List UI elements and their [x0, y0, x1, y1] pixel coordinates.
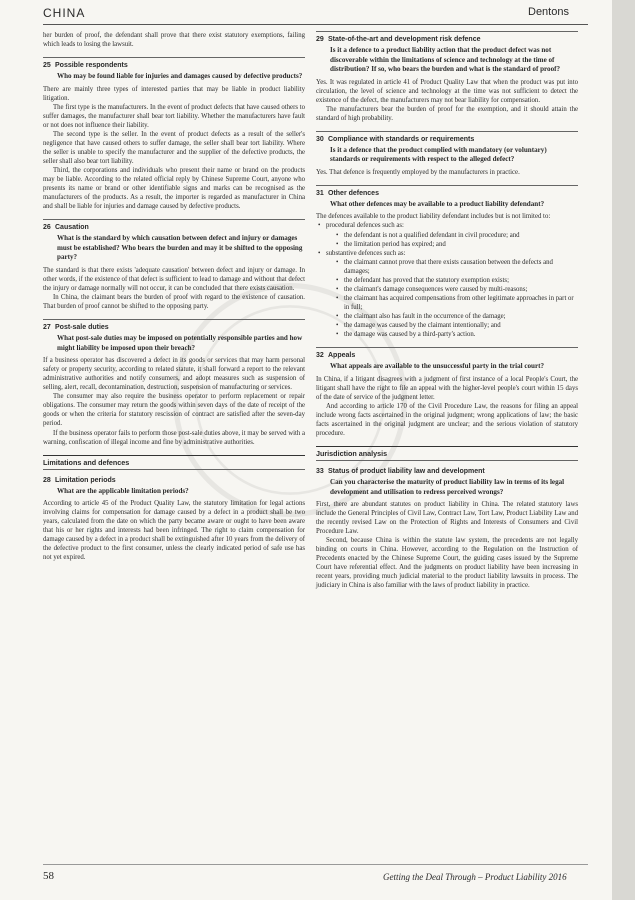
q26-question: What is the standard by which causation between defect and injury or damages must be established? Who bears the burden and may it be shifted to the opposing party? [57, 234, 303, 262]
q25-para: The second type is the seller. In the event of product defects as a result of the seller's negligence that have caused others to suffer damage, the seller shall bear tort liability. Where the seller is unable to specify the manufacturer and the supplier of the defective products, the seller shall also bear tort liability. [43, 130, 305, 166]
q25-para: The first type is the manufacturers. In the event of product defects that have caused others to suffer damages, the manufacturer shall bear tort liability. Whether the manufacturers have fault or not does not influence their liability. [43, 103, 305, 129]
page-edge [612, 0, 635, 900]
header-rule [43, 24, 588, 25]
q27-para: The consumer may also require the business operator to perform replacement or repair obligations. The consumer may return the goods within seven days of the date of receipt of the goods or when the criteria for statutory rescission of contract are satisfied after the seven-day period. [43, 393, 305, 428]
right-column [316, 31, 578, 591]
q31-intro: The defences available to the product liability defendant includes but is not limited to: [316, 213, 551, 221]
q32-para: And according to article 170 of the Civil Procedure Law, the reasons for filing an appeal include wrong facts ascertained in the original judgment; wrong applications of law; the basic facts ascertained in the original judgment are unclear; and the serious violation of statutory procedure. [316, 402, 578, 437]
q29-para: Yes. It was regulated in article 41 of Product Quality Law that when the product was put into circulation, the level of science and technology at the time was not sufficient to detect the existence of the defect, the manufacturers may not bear liability for compensation. [316, 78, 578, 104]
q32-question: What appeals are available to the unsuccessful party in the trial court? [330, 362, 545, 371]
left-column [43, 31, 305, 563]
q33-para: Second, because China is within the statute law system, the precedents are not legally binding on courts in China. However, according to the Regulation on the Instruction of Precedents enacted by the Chinese Supreme Court, the guiding cases issued by the Supreme Court have referential effect. And the judgments on product liability have been increasing in recent years, providing much judicial material to the product liability lawsuits in process. The judiciary in China is also familiar with the laws of product liability in practice. [316, 537, 578, 590]
q25-para: There are mainly three types of interested parties that may be liable in product liability litigation. [43, 85, 305, 102]
q30-heading: 30 Compliance with standards or requirements [316, 131, 578, 144]
list-item: • substantive defences such as: • the claimant cannot prove that there exists causation between the defects and damages; • the defendant has proved that the statutory exemption exists; • the claimant's damage consequences were caused by multi-reasons; • the claimant has acquired compensations from other legitimate approaches in part or in full; • the claimant also has fault in the occurrence of the damage; • the damage was caused by the claimant intentionally; and • the damage was caused by a third-party's action. [326, 249, 578, 339]
q33-heading: 33 Status of product liability law and development [316, 468, 485, 475]
q27-heading: 27 Post-sale duties [43, 319, 305, 332]
q27-para: If the business operator fails to perform those post-sale duties above, it may be served with a warning, confiscation of illegal income and fine by administrative authorities. [43, 429, 305, 446]
q25-heading: 25 Possible respondents [43, 57, 305, 70]
q31-heading: 31 Other defences [316, 185, 578, 198]
page-number: 58 [43, 870, 54, 882]
q32-heading: 32 Appeals [316, 347, 578, 360]
q27-para: If a business operator has discovered a defect in its goods or services that may harm personal safety or property security, according to related statute, it shall forward a report to the relevant administrative authorities and notify consumers, and adopt measures such as suspension of selling, alert, recall, decontamination, destruction, suspension of manufacturing or services. [43, 357, 305, 392]
q25-para: Third, the corporations and individuals who present their name or brand on the products may be liable. According to the related official reply by Chinese Supreme Court, anyone who presents its name or brand or other identifiable signs and marks can be recognised as the manufacturers of the products. As a result, the importer is regarded as manufacturer in China and shall be liable for injuries and damage caused by defective products. [43, 167, 305, 211]
list-item: • the claimant's damage consequences were caused by multi-reasons; [344, 285, 578, 294]
q28-heading: 28 Limitation periods [43, 476, 116, 484]
q26-para: The standard is that there exists 'adequate causation' between defect and injury or damage. In other words, if the existence of that defect is sufficient to lead to damage and without that defect the injury or damage normally will not occur, it can be concluded that there exists causation. [43, 266, 305, 292]
q29-para: The manufacturers bear the burden of proof for the exemption, and it should attain the standard of high probability. [316, 105, 578, 122]
q31-question: What other defences may be available to a product liability defendant? [330, 199, 545, 208]
list-item: • procedural defences such as: • the defendant is not a qualified defendant in civil procedure; and • the limitation period has expired; and [326, 221, 578, 248]
list-item: • the claimant cannot prove that there exists causation between the defects and damages; [344, 258, 578, 276]
q27-question: What post-sale duties may be imposed on potentially responsible parties and how might liability be imposed upon their breach? [57, 334, 303, 352]
list-item: • the defendant has proved that the statutory exemption exists; [344, 276, 578, 285]
list-item: • the limitation period has expired; and [344, 240, 578, 249]
section-heading-limitations: Limitations and defences [43, 455, 305, 470]
q25-question: Who may be found liable for injuries and damages caused by defective products? [57, 72, 303, 81]
q32-para: In China, if a litigant disagrees with a judgment of first instance of a local People's Court, the litigant shall have the right to file an appeal with the higher-level people's court within 15 days of the date of service of the judgment letter. [316, 375, 578, 401]
section-heading-jurisdiction: Jurisdiction analysis [316, 446, 578, 461]
list-item: • the damage was caused by a third-party's action. [344, 330, 578, 339]
intro-paragraph: her burden of proof, the defendant shall prove that there exist statutory exemptions, failing which leads to losing the lawsuit. [43, 32, 305, 49]
q28-para: According to article 45 of the Product Quality Law, the statutory limitation for legal actions involving claims for compensation for damage caused by a defect in a product shall be two years, calculated from the date on which the party became aware or ought to have been aware that his or her rights and interests had been infringed. The right to claim compensation for damage caused by a defect in a product shall be extinguished after 10 years from the delivery of the defective product to the first consumer, unless the clearly indicated period of safe use has not yet expired. [43, 500, 305, 562]
q33-para: First, there are abundant statutes on product liability in China. The related statutory laws include the General Principles of Civil Law, Contract Law, Tort Law, Product Liability Law and the recently revised Law on the Protection of Rights and Interests of Consumers and Civil Procedure Law. [316, 501, 578, 536]
publication-title: Getting the Deal Through – Product Liability 2016 [383, 872, 567, 882]
q26-heading: 26 Causation [43, 219, 305, 232]
q30-para: Yes. That defence is frequently employed by the manufacturers in practice. [316, 168, 520, 176]
q29-question: Is it a defence to a product liability action that the product defect was not discoverable within the limitations of science and technology at the time of distribution? If so, who bears the burden and what is the standard of proof? [330, 46, 561, 74]
list-item: • the damage was caused by the claimant intentionally; and [344, 321, 578, 330]
header-firm: Dentons [528, 6, 569, 18]
list-item: • the claimant also has fault in the occurrence of the damage; [344, 312, 578, 321]
q30-question: Is it a defence that the product complied with mandatory (or voluntary) standards or requirements with respect to the alleged defect? [330, 145, 547, 164]
q29-heading: 29 State-of-the-art and development risk defence [316, 31, 578, 44]
q33-question: Can you characterise the maturity of product liability law in terms of its legal development and utilisation to redress perceived wrongs? [330, 478, 565, 496]
list-item: • the defendant is not a qualified defendant in civil procedure; and [344, 231, 578, 240]
defences-list [316, 221, 578, 339]
footer-rule [43, 864, 588, 865]
header-country: CHINA [43, 6, 86, 20]
q26-para: In China, the claimant bears the burden of proof with regard to the existence of causation. That burden of proof cannot be shifted to the opposing party. [43, 293, 305, 311]
list-item: • the claimant has acquired compensations from other legitimate approaches in part or in full; [344, 294, 578, 312]
q28-question: What are the applicable limitation periods? [57, 486, 189, 495]
